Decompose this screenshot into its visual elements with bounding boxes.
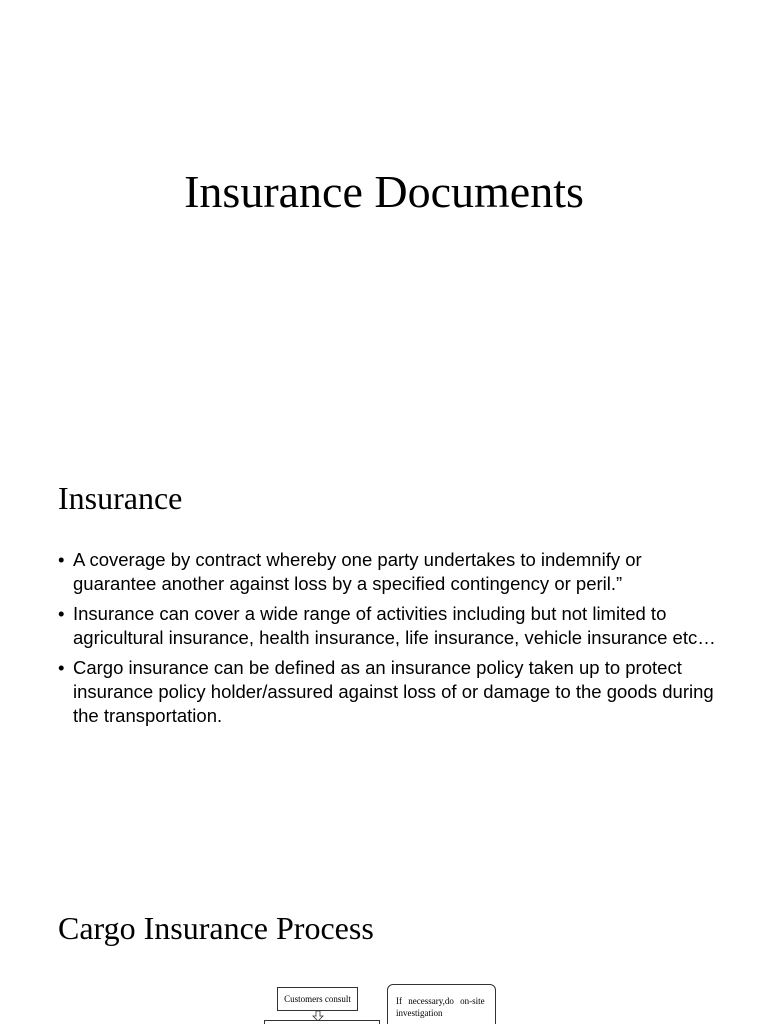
bullet-text: A coverage by contract whereby one party undertakes to indemnify or guarantee another against loss by a specified contingency or peril.” <box>73 549 642 594</box>
bullet-list <box>58 548 728 734</box>
flowchart-box-customers-consult: Customers consult <box>277 987 358 1011</box>
slide-heading: Cargo Insurance Process <box>58 910 374 946</box>
slide-insurance <box>0 432 768 864</box>
slide-cargo-process <box>0 864 768 1024</box>
flowchart-box-onsite-investigation: If necessary,do on-site investigation <box>387 984 496 1024</box>
list-item <box>58 548 728 596</box>
page-title: Insurance Documents <box>184 166 584 217</box>
list-item <box>58 602 728 650</box>
slide-heading: Insurance <box>58 480 183 516</box>
list-item <box>58 656 728 728</box>
slide-title <box>0 0 768 432</box>
bullet-icon: • <box>58 657 65 678</box>
flowchart-box <box>264 1020 380 1024</box>
bullet-text: Insurance can cover a wide range of activities including but not limited to agricultural insurance, health insurance, life insurance, vehicle insurance etc… <box>73 603 716 648</box>
bullet-icon: • <box>58 603 65 624</box>
bullet-icon: • <box>58 549 65 570</box>
bullet-text: Cargo insurance can be defined as an insurance policy taken up to protect insurance policy holder/assured against loss of or damage to the goods during the transportation. <box>73 657 714 726</box>
